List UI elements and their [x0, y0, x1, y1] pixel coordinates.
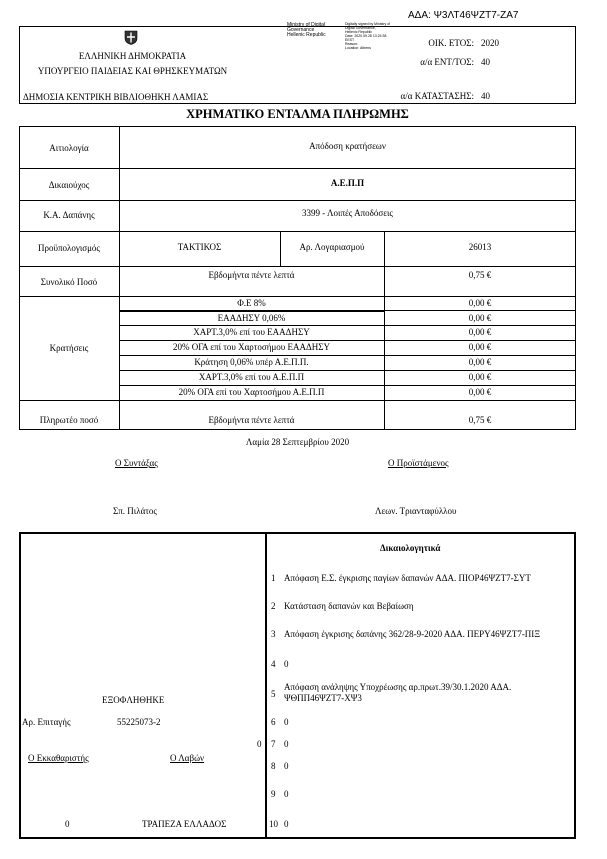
head-name: Λεων. Τριανταφύλλου — [375, 506, 457, 516]
ka-label: Κ.Α. Δαπάνης — [43, 210, 95, 220]
total-words: Εβδομήντα πέντε λεπτά — [208, 270, 295, 280]
kratiseis-label: Κρατήσεις — [49, 343, 89, 353]
docs-title: Δικαιολογητικά — [380, 543, 441, 553]
payable-words: Εβδομήντα πέντε λεπτά — [208, 415, 295, 425]
header-republic: ΕΛΛΗΝΙΚΗ ΔΗΜΟΚΡΑΤΙΑ — [78, 51, 187, 61]
deduction-name: Φ.Ε 8% — [237, 298, 266, 308]
doc-number: 6 — [271, 717, 276, 727]
deduction-amount: 0,00 € — [468, 342, 492, 352]
doc-number: 1 — [271, 573, 276, 583]
kat-label: α/α ΚΑΤΑΣΤΑΣΗΣ: — [400, 91, 474, 101]
doc-number: 10 — [269, 819, 278, 829]
doc-text: 0 — [284, 659, 289, 669]
head-title: Ο Προϊστάμενος — [388, 458, 449, 468]
deduction-amount: 0,00 € — [468, 357, 492, 367]
dikaiouxos-label: Δικαιούχος — [48, 180, 90, 190]
bank-name: ΤΡΑΠΕΖΑ ΕΛΛΑΔΟΣ — [142, 819, 227, 829]
doc-number: 9 — [271, 789, 276, 799]
doc-text: 0 — [284, 739, 289, 749]
aitiologia-label: Αιτιολογία — [49, 143, 89, 153]
payable-label: Πληρωτέο ποσό — [39, 415, 99, 425]
composer-name: Σπ. Πιλάτος — [113, 506, 157, 516]
doc-number: 4 — [271, 659, 276, 669]
total-label: Συνολικό Ποσό — [40, 277, 98, 287]
doc-text: Απόφαση έγκρισης δαπάνης 362/28-9-2020 ΑΔΑ. ΠΕΡΥ46ΨΖΤ7-ΠΙΞ — [284, 629, 541, 639]
header-ministry: ΥΠΟΥΡΓΕΙΟ ΠΑΙΔΕΙΑΣ ΚΑΙ ΘΡΗΣΚΕΥΜΑΤΩΝ — [37, 66, 228, 76]
ada-code: ΑΔΑ: Ψ3ΛΤ46ΨΖΤ7-ΖΑ7 — [408, 10, 519, 21]
deduction-amount: 0,00 € — [468, 313, 492, 323]
doc-text: Απόφαση Ε.Σ. έγκρισης παγίων δαπανών ΑΔΑ. ΠΙΟΡ46ΨΖΤ7-ΣΥΤ — [284, 573, 531, 583]
doc-text: Απόφαση ανάληψης Υποχρέωσης αρ.πρωτ.39/30.1.2020 ΑΔΑ. ΨΘΠΠ46ΨΖΤ7-ΧΨ3 — [284, 682, 512, 703]
fiscal-year-value: 2020 — [481, 38, 499, 48]
deduction-amount: 0,00 € — [468, 298, 492, 308]
total-amount: 0,75 € — [468, 270, 492, 280]
date-line: Λαμία 28 Σεπτεμβρίου 2020 — [245, 437, 350, 447]
ka-value: 3399 - Λοιπές Αποδόσεις — [302, 208, 393, 218]
bottom-zero: 0 — [65, 819, 70, 829]
deduction-name: 20% ΟΓΑ επί του Χαρτοσήμου ΕΑΑΔΗΣΥ — [172, 342, 331, 352]
doc-number: 3 — [271, 629, 276, 639]
deduction-name: 20% ΟΓΑ επί του Χαρτοσήμου Α.Ε.Π.Π — [178, 387, 325, 397]
budget-label: Προϋπολογισμός — [38, 243, 100, 253]
doc-text: Κατάσταση δαπανών και Βεβαίωση — [284, 601, 414, 611]
receiver-title: Ο Λαβών — [170, 753, 205, 763]
deduction-amount: 0,00 € — [468, 372, 492, 382]
deduction-name: ΧΑΡΤ.3,0% επί του ΕΑΑΔΗΣΥ — [193, 327, 310, 337]
page-title: ΧΡΗΜΑΤΙΚΟ ΕΝΤΑΛΜΑ ΠΛΗΡΩΜΗΣ — [186, 107, 409, 121]
deduction-name: ΕΑΑΔΗΣΥ 0,06% — [217, 313, 286, 323]
account-label: Αρ. Λογαριασμού — [299, 242, 365, 252]
kat-value: 40 — [481, 91, 490, 101]
cheque-value: 55225073-2 — [117, 717, 161, 727]
deduction-name: Κράτηση 0,06% υπέρ Α.Ε.Π.Π. — [194, 357, 309, 367]
signature-org: Ministry of Digital Governance Hellenic Republic — [287, 22, 326, 38]
deduction-name: ΧΑΡΤ.3,0% επί του Α.Ε.Π.Π — [198, 372, 305, 382]
aitiologia-value: Απόδοση κρατήσεων — [309, 141, 386, 151]
header-library: ΔΗΜΟΣΙΑ ΚΕΝΤΡΙΚΗ ΒΙΒΛΙΟΘΗΚΗ ΛΑΜΙΑΣ — [23, 92, 209, 102]
doc-number: 8 — [271, 761, 276, 771]
cheque-label: Αρ. Επιταγής — [22, 717, 71, 727]
doc-text: 0 — [284, 819, 289, 829]
mid-zero: 0 — [257, 739, 262, 749]
doc-text: 0 — [284, 789, 289, 799]
composer-title: Ο Συντάξας — [115, 458, 158, 468]
clearer-title: Ο Εκκαθαριστής — [28, 753, 89, 763]
payable-amount: 0,75 € — [468, 415, 492, 425]
signature-details: Digitally signed by Ministry of Digital Governance, Hellenic Republic Date: 2020.09.28 13:24:38 EEST Reason: Location: Athens — [345, 22, 391, 50]
doc-text: 0 — [284, 717, 289, 727]
dikaiouxos-value: Α.Ε.Π.Π — [330, 178, 365, 188]
deduction-amount: 0,00 € — [468, 387, 492, 397]
doc-number: 7 — [271, 739, 276, 749]
doc-text: 0 — [284, 761, 289, 771]
doc-number: 2 — [271, 601, 276, 611]
paid-stamp: ΕΞΟΦΛΗΘΗΚΕ — [102, 695, 165, 705]
account-value: 26013 — [468, 242, 492, 252]
ent-value: 40 — [481, 57, 490, 67]
doc-number: 5 — [271, 689, 276, 699]
deduction-amount: 0,00 € — [468, 327, 492, 337]
fiscal-year-label: ΟΙΚ. ΕΤΟΣ: — [428, 38, 474, 48]
budget-value: ΤΑΚΤΙΚΟΣ — [177, 242, 222, 252]
greek-emblem-icon — [124, 30, 138, 45]
ent-label: α/α ΕΝΤ/ΤΟΣ: — [420, 57, 474, 67]
